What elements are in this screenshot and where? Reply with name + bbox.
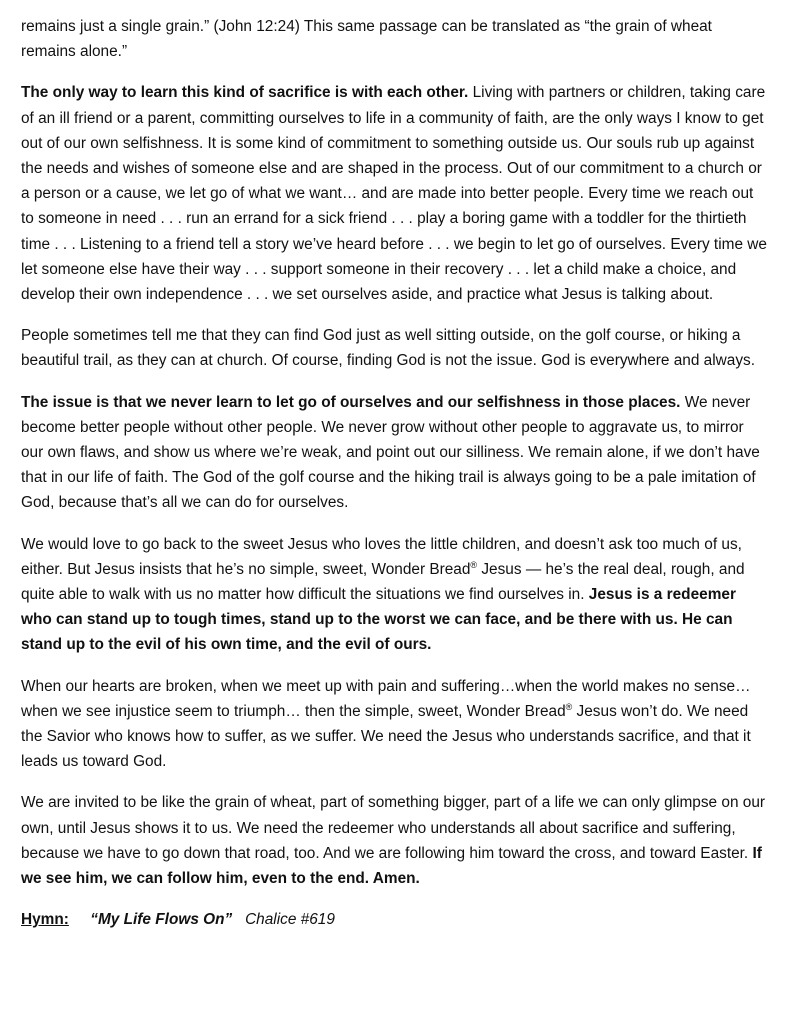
- registered-mark: ®: [470, 559, 478, 570]
- paragraph-text: We would love to go back to the sweet Jesus who loves the little children, and doesn’t ask too much of us, either. But Jesus insists that he’s no simple, sweet, Wonder Bread: [21, 535, 742, 578]
- sermon-body: [21, 14, 768, 891]
- paragraph: [21, 390, 768, 516]
- hymn-label: Hymn:: [21, 911, 69, 929]
- paragraph: [21, 674, 768, 775]
- paragraph: [21, 323, 768, 373]
- paragraph-text: When our hearts are broken, when we meet up with pain and suffering…when the world makes no sense… when we see injustice seem to triumph… then the simple, sweet, Wonder Bread: [21, 677, 751, 720]
- hymn-line: [21, 907, 768, 932]
- registered-mark: ®: [565, 701, 573, 712]
- paragraph-text: Jesus — he’s the real deal, rough, and quite able to walk with us no matter how difficult the situations we find ourselves in.: [21, 560, 745, 604]
- hymn-reference: Chalice #619: [245, 911, 335, 929]
- paragraph-text: remains just a single grain.” (John 12:24) This same passage can be translated as “the grain of wheat remains alone.”: [21, 18, 712, 61]
- paragraph-text: People sometimes tell me that they can find God just as well sitting outside, on the golf course, or hiking a beautiful trail, as they can at church. Of course, finding God is not the issue. God is everywhere and always.: [21, 327, 756, 370]
- emphasis-text: If we see him, we can follow him, even to the end. Amen.: [21, 844, 762, 888]
- emphasis-text: The issue is that we never learn to let go of ourselves and our selfishness in those places.: [21, 393, 681, 411]
- paragraph-text: We never become better people without other people. We never grow without other people to aggravate us, to mirror our own flaws, and show us where we’re weak, and point out our silliness. We remain alone, if we don’t have that in our life of faith. The God of the golf course and the hiking trail is always going to be a pale imitation of God, because that’s all we can do for ourselves.: [21, 393, 760, 512]
- paragraph-text: Living with partners or children, taking care of an ill friend or a parent, committing ourselves to life in a community of faith, are the only ways I know to get out of our own selfishness. It is some kind of commitment to something outside us. Our souls rub up against the needs and wishes of someone else and are shaped in the process. Out of our commitment to a church or a person or a cause, we let go of what we want… and are made into better people. Every time we reach out to someone in need . . . run an errand for a sick friend . . . play a boring game with a toddler for the thirtieth time . . . Listening to a friend tell a story we’ve heard before . . . we begin to let go of ourselves. Every time we let someone else have their way . . . support someone in their recovery . . . let a child make a choice, and develop their own independence . . . we set ourselves aside, and practice what Jesus is talking about.: [21, 84, 767, 304]
- paragraph-text: Jesus won’t do. We need the Savior who knows how to suffer, as we suffer. We need the Jesus who understands sacrifice, and that it leads us toward God.: [21, 702, 751, 771]
- emphasis-text: Jesus is a redeemer who can stand up to tough times, stand up to the worst we can face, and be there with us. He can stand up to the evil of his own time, and the evil of ours.: [21, 586, 736, 654]
- paragraph: [21, 80, 768, 307]
- paragraph: [21, 532, 768, 658]
- paragraph: [21, 14, 768, 64]
- paragraph: [21, 790, 768, 891]
- paragraph-text: We are invited to be like the grain of wheat, part of something bigger, part of a life we can only glimpse on our own, until Jesus shows it to us. We need the redeemer who understands all about sacrifice and suffering, because we have to go down that road, too. And we are following him toward the cross, and toward Easter.: [21, 794, 766, 862]
- emphasis-text: The only way to learn this kind of sacrifice is with each other.: [21, 84, 469, 102]
- hymn-title: “My Life Flows On”: [90, 911, 233, 929]
